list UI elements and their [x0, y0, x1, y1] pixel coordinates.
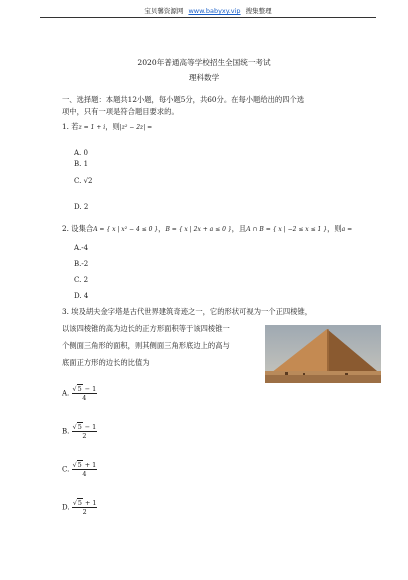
q2-set-b: B = { x | 2x + a ≤ 0 } [165, 226, 232, 233]
q1-option-c: C. √2 [74, 177, 93, 185]
pyramid-photo [265, 325, 381, 383]
question-2-stem [62, 224, 352, 235]
section-instruction-line2: 项中，只有一项是符合题目要求的。 [62, 107, 179, 116]
q3-option-c: C. $\frac{√5 + 1}{4}$ [62, 461, 97, 478]
q3-option-b: B. $\frac{√5 - 1}{2}$ [62, 423, 97, 440]
question-number: 1. [62, 122, 69, 131]
q1-text-b: ，则 [105, 122, 120, 131]
q1-option-d: D. 2 [74, 203, 89, 211]
exam-title: 2020年普通高等学校招生全国统一考试 [137, 58, 271, 67]
q1-text-a: 若 [71, 122, 79, 131]
q2-option-c: C. 2 [74, 276, 89, 284]
q2-option-d: D. 4 [74, 292, 89, 300]
exam-subtitle: 理科数学 [188, 73, 220, 82]
page-header [40, 6, 376, 15]
question-number: 2. [62, 224, 69, 233]
q3-option-d: D. $\frac{√5 + 1}{2}$ [62, 499, 97, 516]
question-3-line2: 以该四棱锥的高为边长的正方形面积等于该四棱锥一 [62, 324, 230, 333]
question-3-line4: 底面正方形的边长的比值为 [62, 358, 150, 367]
q2-set-a: A = { x | x² − 4 ≤ 0 } [93, 226, 159, 233]
q2-option-a: A.-4 [74, 244, 89, 252]
site-url-link[interactable]: www.babyxy.vip [188, 7, 241, 15]
site-name: 宝贝馨资源网 [144, 7, 184, 15]
q1-option-b: B. 1 [74, 160, 89, 168]
header-divider [40, 17, 376, 18]
q2-text-c: ，则 [327, 224, 342, 233]
q2-option-b: B.-2 [74, 260, 89, 268]
section-instruction-line1: 一、选择题：本题共12小题，每小题5分，共60分。在每小题给出的四个选 [62, 95, 305, 104]
q3-option-a: A. $\frac{√5 - 1}{4}$ [62, 385, 97, 402]
question-number: 3. [62, 307, 69, 316]
header-tail: 搜集整理 [245, 7, 272, 15]
question-1-stem [62, 122, 152, 133]
question-3-line3: 个侧面三角形的面积，则其侧面三角形底边上的高与 [62, 341, 230, 350]
pyramid-illustration [265, 325, 381, 383]
q2-ask: a = [341, 226, 353, 233]
q1-option-a: A. 0 [74, 149, 88, 157]
question-3-line1: 3. 埃及胡夫金字塔是古代世界建筑奇迹之一，它的形状可视为一个正四棱锥， [62, 307, 313, 316]
q2-sep: ， [158, 224, 166, 233]
q1-expr-abs: |z² − 2z| = [119, 124, 153, 131]
q2-text-b: ，且 [231, 224, 247, 233]
q2-cond: A ∩ B = { x | −2 ≤ x ≤ 1 } [246, 226, 328, 233]
q1-expr-z: z = 1 + i [78, 124, 106, 131]
q2-text-a: 设集合 [71, 224, 94, 233]
